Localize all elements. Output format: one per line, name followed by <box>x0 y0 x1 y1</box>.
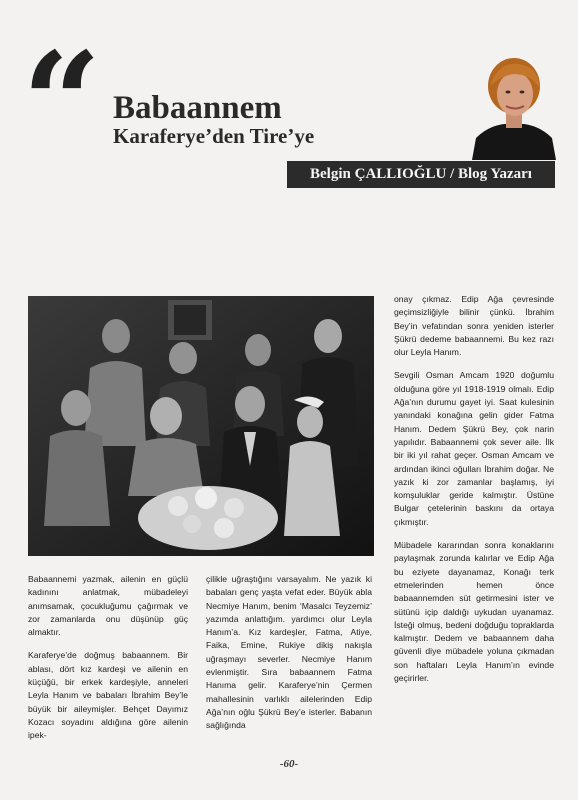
article-subtitle: Karaferye’den Tire’ye <box>113 124 315 148</box>
text-column-2 <box>206 573 372 743</box>
author-photo <box>468 52 560 160</box>
family-photograph <box>28 296 374 556</box>
paragraph: Karaferye’de doğmuş babaannem. Bir ablası, dört kız kardeşi ve ailenin en küçüğü, bir erkek kardeşiyle, anneleri Leyla Hanım ve babaları İbrahim Bey’le büyük bir aileymişler. Behçet Dayımız Kozacı soyadını aldığına göre ailenin ipek- <box>28 650 188 741</box>
paragraph: Sevgili Osman Amcam 1920 doğumlu olduğuna göre yıl 1918-1919 olmalı. Edip Ağa’nın durumu gayet iyi. Saat kulesinin yanındaki konağına gelin gider Fatma Hanım. Dedem Şükrü Bey, çok narin yapılıdır. Babaannemi çok sever aile. İlk bir iki yıl rahat geçer. Osman Amcam ve ardından ikinci oğulları İbrahim doğar. Ne yazık ki zor zamanlar başlamış, iyi komşuluklar geride kalmıştır. Üstüne Bulgar çetelerinin baskını da ortaya çıkmıştır. <box>394 370 554 527</box>
author-byline: Belgin ÇALLIOĞLU / Blog Yazarı <box>287 161 555 188</box>
text-column-3 <box>394 293 554 695</box>
quote-mark-icon: “ <box>22 21 96 184</box>
text-column-1 <box>28 573 188 753</box>
paragraph: Babaannemi yazmak, ailenin en güçlü kadınını anlatmak, mübadeleyi anımsamak, çocukluğumu çağırmak ve zor zamanlarda onu düşünüp güç almaktır. <box>28 574 188 638</box>
paragraph: Mübadele kararından sonra konaklarını paylaşmak zorunda kalırlar ve Edip Ağa bu eziyete dayanamaz, Konağı terk etmelerinden hemen önce babaannemden süt getirmesini ister ve sütünü içip daldığı uykudan uyanamaz. İsteği olmuş, bedeni doğduğu topraklarda kalmıştır. Dedem ve babaannem daha güvenli diye mübadele yoluna çıkmadan son haftaları Leyla Hanım’ın evinde geçirirler. <box>394 540 554 684</box>
paragraph: çilikle uğraştığını varsayalım. Ne yazık ki babaları genç yaşta vefat eder. Büyük abla Necmiye Hanım, benim ‘Masalcı Teyzemiz’ yazımda anlattığım. yardımcı olur Leyla Hanım’a. Kız kardeşler, Fatma, Atiye, Faika, Emine, Rukiye dikiş nakışla uğraşmayı severler. Necmiye Hanım evlenmiştir. Sıra babaannem Fatma Hanıma gelir. Karaferye’nin Çermen mahallesinin varlıklı ailelerinden Edip Ağa’nın oğlu Şükrü Bey’e isterler. Babanın sağlığında <box>206 574 372 731</box>
page-number: -60- <box>279 758 299 770</box>
paragraph: onay çıkmaz. Edip Ağa çevresinde geçimsizliğiyle bilinir çünkü. İbrahim Bey’in vefatından sonra yeniden isterler Şükrü dedeme babaannemi. Bu kez razı olur Leyla Hanım. <box>394 294 554 358</box>
article-title: Babaannem <box>113 90 282 126</box>
